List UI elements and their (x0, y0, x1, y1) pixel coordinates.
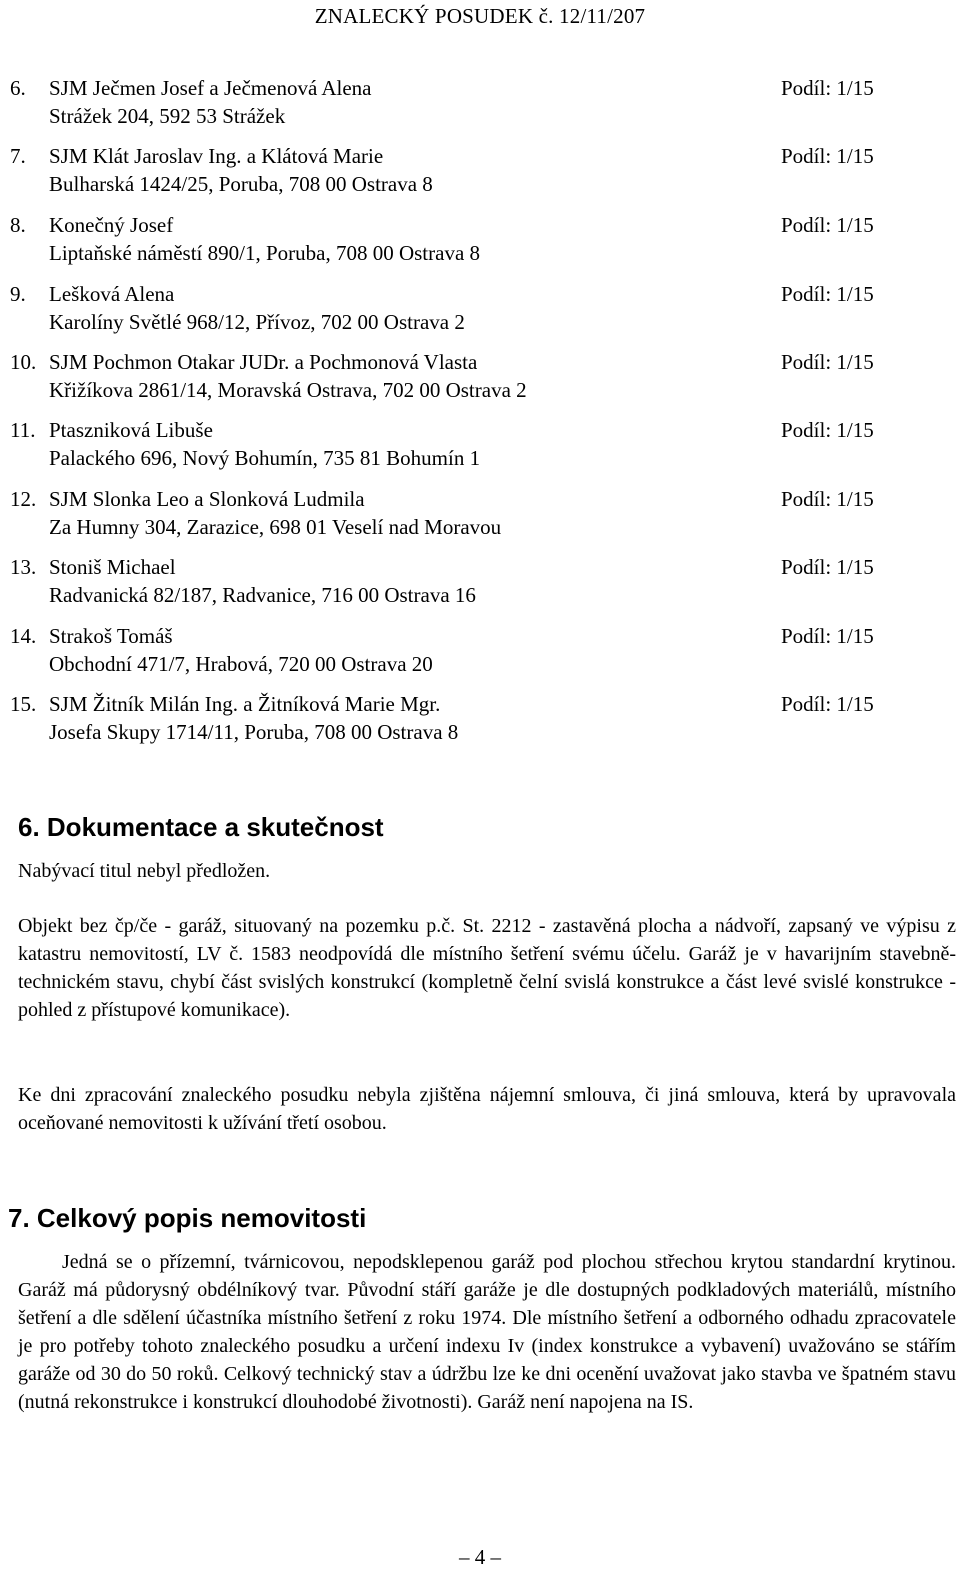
owner-name: Lešková Alena (49, 282, 175, 306)
section-6-paragraph: Ke dni zpracování znaleckého posudku nebyla zjištěna nájemní smlouva, či jiná smlouva, která by upravovala oceňované nemovitosti k užívání třetí osobou. (18, 1084, 956, 1134)
owner-name: SJM Slonka Leo a Slonková Ludmila (49, 487, 365, 511)
section-7-heading: 7. Celkový popis nemovitosti (8, 1203, 367, 1233)
owner-number: 9. (10, 282, 26, 306)
owner-share: Podíl: 1/15 (781, 487, 874, 511)
owner-name: Konečný Josef (49, 213, 174, 237)
owner-address: Křižíkova 2861/14, Moravská Ostrava, 702 00 Ostrava 2 (49, 378, 527, 402)
owner-name: SJM Pochmon Otakar JUDr. a Pochmonová Vlasta (49, 350, 478, 374)
owner-share: Podíl: 1/15 (781, 350, 874, 374)
owner-share: Podíl: 1/15 (781, 76, 874, 100)
owner-address: Bulharská 1424/25, Poruba, 708 00 Ostrava 8 (49, 172, 433, 196)
section-6-paragraph: Objekt bez čp/če - garáž, situovaný na pozemku p.č. St. 2212 - zastavěná plocha a nádvoří, zapsaný ve výpisu z katastru nemovitostí, LV č. 1583 neodpovídá dle místního šetření svému účelu. Garáž je v havarijním stavebně-technickém stavu, chybí část svislých konstrukcí (kompletně čelní svislá konstrukce a část levé svislé konstrukce - pohled z přístupové komunikace). (18, 915, 956, 1021)
section-6-paragraph: Nabývací titul nebyl předložen. (18, 860, 271, 882)
owner-share: Podíl: 1/15 (781, 624, 874, 648)
owner-name: Stoniš Michael (49, 555, 176, 579)
owner-name: SJM Ječmen Josef a Ječmenová Alena (49, 76, 372, 100)
owner-address: Karolíny Světlé 968/12, Přívoz, 702 00 Ostrava 2 (49, 310, 465, 334)
owner-share: Podíl: 1/15 (781, 282, 874, 306)
owner-address: Strážek 204, 592 53 Strážek (49, 104, 286, 128)
owner-address: Palackého 696, Nový Bohumín, 735 81 Bohumín 1 (49, 446, 481, 470)
owner-number: 10. (10, 350, 37, 374)
owner-number: 6. (10, 76, 26, 100)
owner-share: Podíl: 1/15 (781, 144, 874, 168)
owner-number: 15. (10, 692, 37, 716)
owner-address: Radvanická 82/187, Radvanice, 716 00 Ostrava 16 (49, 583, 476, 607)
owner-number: 12. (10, 487, 37, 511)
owner-name: Strakoš Tomáš (49, 624, 173, 648)
owner-share: Podíl: 1/15 (781, 692, 874, 716)
document-header: ZNALECKÝ POSUDEK č. 12/11/207 (314, 4, 646, 28)
owner-number: 11. (10, 418, 36, 442)
owner-address: Obchodní 471/7, Hrabová, 720 00 Ostrava 20 (49, 652, 433, 676)
owner-number: 13. (10, 555, 37, 579)
owner-address: Za Humny 304, Zarazice, 698 01 Veselí nad Moravou (49, 515, 502, 539)
owner-share: Podíl: 1/15 (781, 418, 874, 442)
owner-name: SJM Klát Jaroslav Ing. a Klátová Marie (49, 144, 384, 168)
owner-address: Josefa Skupy 1714/11, Poruba, 708 00 Ostrava 8 (49, 720, 459, 744)
section-7-paragraph: Jedná se o přízemní, tvárnicovou, nepodsklepenou garáž pod plochou střechou krytou standardní krytinou. Garáž má půdorysný obdélníkový tvar. Původní stáří garáže je dle dostupných podkladových materiálů, místního šetření a dle sdělení účastníka místního šetření z roku 1974. Dle místního šetření a odborného odhadu zpracovatele je pro potřeby tohoto znaleckého posudku a určení indexu Iv (index konstrukce a vybavení) uvažováno se stářím garáže od 30 do 50 roků. Celkový technický stav a údržbu lze ke dni ocenění uvažovat jako stavba ve špatném stavu (nutná rekonstrukce i konstrukcí dlouhodobé životnosti). Garáž není napojena na IS. (18, 1251, 956, 1413)
owner-share: Podíl: 1/15 (781, 555, 874, 579)
owner-address: Liptaňské náměstí 890/1, Poruba, 708 00 Ostrava 8 (49, 241, 481, 265)
owner-name: Ptaszniková Libuše (49, 418, 213, 442)
owner-share: Podíl: 1/15 (781, 213, 874, 237)
owner-number: 7. (10, 144, 26, 168)
owner-number: 14. (10, 624, 37, 648)
section-6-heading: 6. Dokumentace a skutečnost (18, 812, 384, 842)
page-number: – 4 – (459, 1545, 501, 1569)
owner-number: 8. (10, 213, 26, 237)
owner-name: SJM Žitník Milán Ing. a Žitníková Marie Mgr. (49, 692, 441, 716)
